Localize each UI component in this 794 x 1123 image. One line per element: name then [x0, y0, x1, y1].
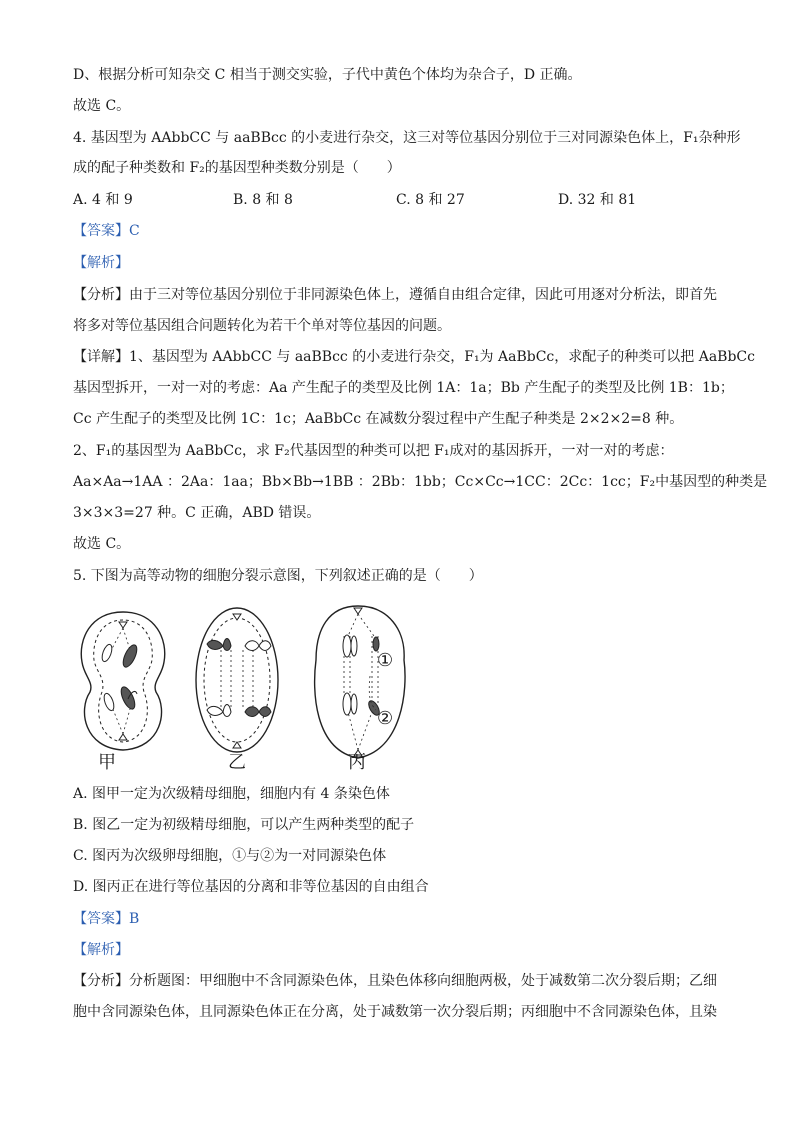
question-5-analysis-line1: 【分析】分析题图：甲细胞中不含同源染色体，且染色体移向细胞两极，处于减数第二次分裂后期；乙细	[73, 973, 717, 989]
question-4-stem-line2: 成的配子种类数和 F₂的基因型种类数分别是（ ）	[73, 160, 401, 176]
question-4-option-a: A. 4 和 9	[73, 192, 133, 208]
cell-jia	[81, 612, 164, 750]
question-5-stem: 5. 下图为高等动物的细胞分裂示意图，下列叙述正确的是（ ）	[73, 568, 483, 584]
figure-mark-1: ①	[377, 650, 394, 671]
question-4-detail-line2: 基因型拆开，一对一对的考虑：Aa 产生配子的类型及比例 1A：1a；Bb 产生配子的类型及比例 1B：1b；	[73, 380, 734, 396]
question-5-option-a: A. 图甲一定为次级精母细胞，细胞内有 4 条染色体	[73, 786, 390, 802]
question-5-answer: 【答案】B	[73, 911, 140, 927]
explanation-line-d: D、根据分析可知杂交 C 相当于测交实验，子代中黄色个体均为杂合子，D 正确。	[73, 67, 582, 83]
question-4-detail-line4: 2、F₁的基因型为 AaBbCc，求 F₂代基因型的种类可以把 F₁成对的基因拆开，一对一对的考虑：	[73, 443, 674, 459]
question-4-stem-line1: 4. 基因型为 AAbbCC 与 aaBBcc 的小麦进行杂交，这三对等位基因分别位于三对同源染色体上，F₁杂种形	[73, 130, 741, 146]
figure-label-bing: 丙	[348, 752, 366, 773]
question-4-detail-line5: Aa×Aa→1AA ：2Aa：1aa；Bb×Bb→1BB ：2Bb：1bb；Cc×Cc→1CC：2Cc：1cc；F₂中基因型的种类是	[73, 474, 768, 490]
figure-label-jia: 甲	[98, 752, 116, 773]
question-4-analysis-line1: 【分析】由于三对等位基因分别位于非同源染色体上，遵循自由组合定律，因此可用逐对分析法，即首先	[73, 287, 717, 303]
figure-mark-2: ②	[377, 708, 394, 729]
question-4-detail-line1: 【详解】1、基因型为 AAbbCC 与 aaBBcc 的小麦进行杂交，F₁为 AaBbCc，求配子的种类可以把 AaBbCc	[73, 349, 755, 365]
question-5-option-b: B. 图乙一定为初级精母细胞，可以产生两种类型的配子	[73, 817, 415, 833]
figure-label-yi: 乙	[228, 752, 246, 773]
cell-division-figure	[70, 600, 430, 780]
question-4-conclusion: 故选 C。	[73, 536, 131, 552]
question-5-option-c: C. 图丙为次级卵母细胞，①与②为一对同源染色体	[73, 848, 387, 864]
question-4-option-d: D. 32 和 81	[558, 192, 637, 208]
question-5-analysis-heading: 【解析】	[73, 942, 129, 958]
question-4-analysis-heading: 【解析】	[73, 255, 129, 271]
question-4-detail-line3: Cc 产生配子的类型及比例 1C：1c；AaBbCc 在减数分裂过程中产生配子种类是 2×2×2=8 种。	[73, 411, 684, 427]
cell-division-diagram	[70, 600, 430, 780]
question-4-detail-line6: 3×3×3=27 种。C 正确，ABD 错误。	[73, 505, 321, 521]
question-4-answer: 【答案】C	[73, 223, 140, 239]
cell-bing	[315, 606, 405, 758]
question-4-option-c: C. 8 和 27	[396, 192, 465, 208]
question-4-analysis-line2: 将多对等位基因组合问题转化为若干个单对等位基因的问题。	[73, 318, 451, 334]
question-4-option-b: B. 8 和 8	[233, 192, 293, 208]
question-5-analysis-line2: 胞中含同源染色体，且同源染色体正在分离，处于减数第一次分裂后期；丙细胞中不含同源染色体，且染	[73, 1004, 717, 1020]
question-5-option-d: D. 图丙正在进行等位基因的分离和非等位基因的自由组合	[73, 879, 429, 895]
cell-yi	[196, 608, 278, 752]
conclusion-line: 故选 C。	[73, 98, 131, 114]
